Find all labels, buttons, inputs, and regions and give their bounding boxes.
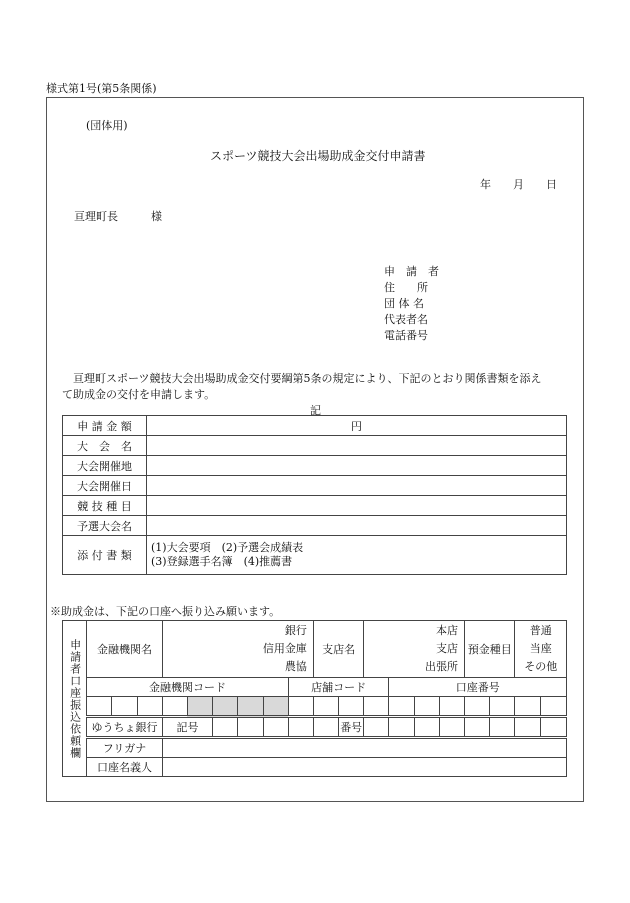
deposit-type-current: 当座	[529, 642, 552, 655]
table-row	[63, 416, 567, 436]
branch-type-sub: 出張所	[425, 660, 459, 673]
attachments-line-2: (3)登録選手名簿 (4)推薦書	[151, 555, 293, 568]
bank-code-shaded	[238, 697, 263, 717]
date-line: 年 月 日	[480, 178, 557, 191]
table-row	[63, 738, 567, 758]
table-row	[63, 496, 567, 516]
yucho-label: ゆうちょ銀行	[87, 717, 163, 738]
store-code-digit[interactable]	[288, 697, 313, 717]
attachments-line-1: (1)大会要項 (2)予選会成績表	[151, 541, 304, 554]
representative-label: 代表者名	[384, 313, 428, 326]
inst-type-nokyo: 農協	[284, 660, 307, 673]
furigana-field[interactable]	[162, 738, 566, 758]
bank-code-digit[interactable]	[137, 697, 162, 717]
bango-digit[interactable]	[439, 717, 464, 738]
bango-digit[interactable]	[465, 717, 490, 738]
bank-code-shaded	[213, 697, 238, 717]
account-digit[interactable]	[465, 697, 490, 717]
bango-digit[interactable]	[490, 717, 515, 738]
applicant-block	[384, 264, 439, 344]
bango-digit[interactable]	[364, 717, 389, 738]
phone-label: 電話番号	[384, 329, 428, 342]
applicant-label: 申 請 者	[384, 265, 439, 278]
kigo-digit[interactable]	[238, 717, 263, 738]
account-holder-label: 口座名義人	[87, 758, 163, 777]
bank-code-shaded	[187, 697, 212, 717]
inst-type-shinkin: 信用金庫	[262, 642, 307, 655]
event-name-label: 大 会 名	[63, 436, 147, 456]
branch-type-head: 本店	[436, 624, 459, 637]
bank-table	[62, 620, 567, 777]
address-label: 住 所	[384, 281, 428, 294]
bango-digit[interactable]	[540, 717, 566, 738]
event-date-field[interactable]	[147, 476, 567, 496]
table-row	[63, 678, 567, 697]
kigo-label: 記号	[162, 717, 212, 738]
bank-code-digit[interactable]	[112, 697, 137, 717]
store-code-label: 店舗コード	[288, 678, 389, 697]
store-code-digit[interactable]	[339, 697, 364, 717]
account-digit[interactable]	[414, 697, 439, 717]
bank-code-digit[interactable]	[162, 697, 187, 717]
form-reference: 様式第1号(第5条関係)	[46, 82, 157, 95]
body-text-line-1: 亘理町スポーツ競技大会出場助成金交付要綱第5条の規定により、下記のとおり関係書類を添え	[62, 372, 542, 385]
institution-label: 金融機関名	[87, 621, 163, 678]
amount-value[interactable]: 円	[147, 416, 567, 436]
transfer-note: ※助成金は、下記の口座へ振り込み願います。	[50, 605, 281, 618]
group-name-label: 団 体 名	[384, 297, 424, 310]
details-table	[62, 415, 567, 575]
table-row	[63, 697, 567, 717]
sport-label: 競 技 種 目	[63, 496, 147, 516]
branch-types	[364, 621, 465, 678]
table-row	[63, 717, 567, 738]
bank-code-digit[interactable]	[87, 697, 112, 717]
branch-label: 支店名	[313, 621, 363, 678]
account-holder-field[interactable]	[162, 758, 566, 777]
kigo-digit[interactable]	[263, 717, 288, 738]
qualifier-label: 予選大会名	[63, 516, 147, 536]
venue-field[interactable]	[147, 456, 567, 476]
deposit-type-other: その他	[524, 660, 558, 673]
bango-digit[interactable]	[389, 717, 414, 738]
inst-type-bank: 銀行	[284, 624, 307, 637]
amount-label: 申 請 金 額	[63, 416, 147, 436]
form-title: スポーツ競技大会出場助成金交付申請書	[210, 149, 426, 163]
kigo-digit[interactable]	[213, 717, 238, 738]
account-number-label: 口座番号	[389, 678, 567, 697]
addressee: 亘理町長 様	[74, 210, 162, 223]
account-digit[interactable]	[439, 697, 464, 717]
account-digit[interactable]	[540, 697, 566, 717]
bango-digit[interactable]	[515, 717, 540, 738]
body-text-line-2: て助成金の交付を申請します。	[62, 388, 216, 401]
account-digit[interactable]	[389, 697, 414, 717]
sport-field[interactable]	[147, 496, 567, 516]
table-row	[63, 456, 567, 476]
furigana-label: フリガナ	[87, 738, 163, 758]
table-row	[63, 536, 567, 575]
ki-label: 記	[310, 404, 321, 417]
attachments-list	[147, 536, 567, 575]
institution-types	[162, 621, 313, 678]
kigo-digit[interactable]	[313, 717, 338, 738]
table-row	[63, 621, 567, 678]
account-digit[interactable]	[515, 697, 540, 717]
group-use-label: (団体用)	[86, 119, 128, 132]
event-name-field[interactable]	[147, 436, 567, 456]
bango-label: 番号	[339, 717, 364, 738]
deposit-types	[515, 621, 567, 678]
table-row	[63, 758, 567, 777]
venue-label: 大会開催地	[63, 456, 147, 476]
table-row	[63, 516, 567, 536]
bank-code-shaded	[263, 697, 288, 717]
account-digit[interactable]	[490, 697, 515, 717]
bank-code-label: 金融機関コード	[87, 678, 289, 697]
kigo-digit[interactable]	[288, 717, 313, 738]
side-label: 申請者口座振込依頼欄	[63, 621, 87, 777]
table-row	[63, 436, 567, 456]
bango-digit[interactable]	[414, 717, 439, 738]
qualifier-field[interactable]	[147, 516, 567, 536]
table-row	[63, 476, 567, 496]
branch-type-branch: 支店	[436, 642, 459, 655]
attachments-label: 添 付 書 類	[63, 536, 147, 575]
event-date-label: 大会開催日	[63, 476, 147, 496]
deposit-label: 預金種目	[465, 621, 515, 678]
store-code-digit[interactable]	[313, 697, 338, 717]
deposit-type-ordinary: 普通	[529, 624, 552, 637]
store-code-digit[interactable]	[364, 697, 389, 717]
